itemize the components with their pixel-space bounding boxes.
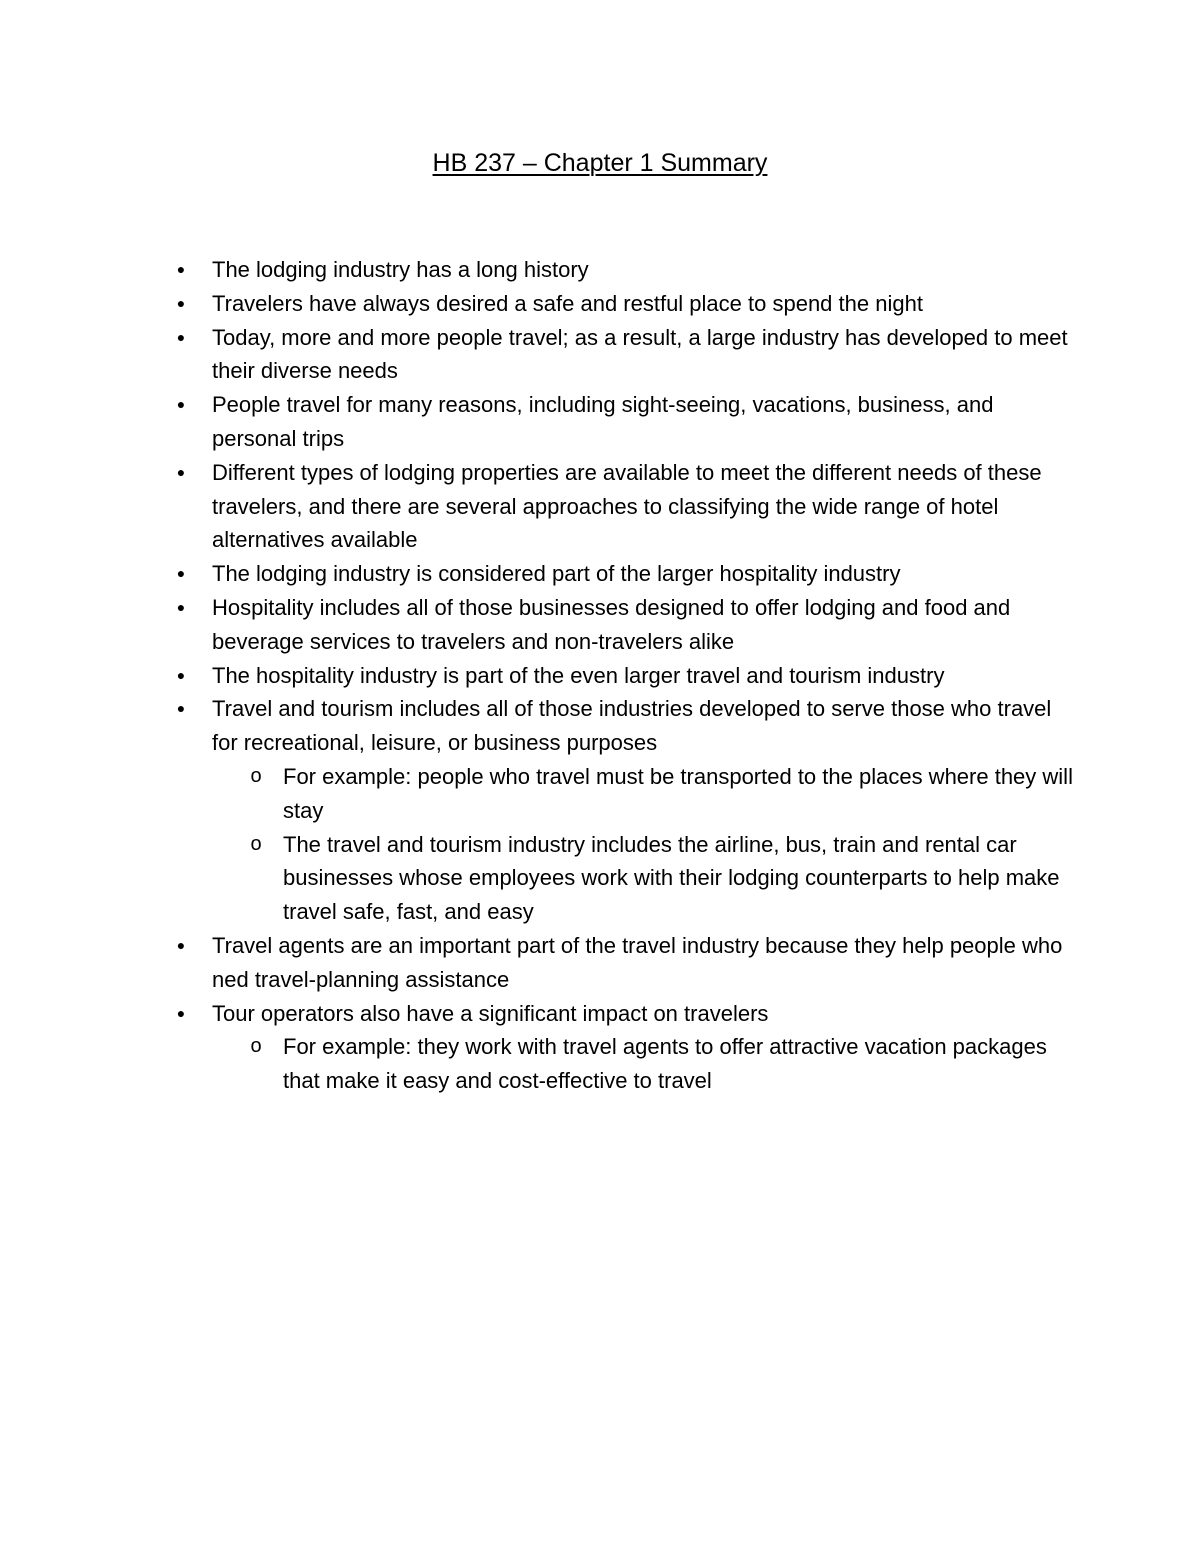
list-item: [0, 253, 1082, 287]
sub-list-item: [0, 760, 1073, 828]
list-item-text: The lodging industry is considered part of the larger hospitality industry: [212, 561, 901, 587]
bullet-icon: ●: [176, 565, 186, 582]
list-item-text: Travel and tourism includes all of those industries developed to serve those who travel for recreational, leisure, or business purposes: [212, 696, 1052, 756]
document-title: HB 237 – Chapter 1 Summary: [432, 149, 768, 177]
bullet-icon: ●: [176, 396, 186, 413]
list-item: [0, 997, 1082, 1031]
bullet-icon: ●: [176, 261, 186, 277]
list-item-text: Tour operators also have a significant impact on travelers: [212, 1000, 769, 1026]
list-item: [0, 456, 1082, 557]
list-item-text: People travel for many reasons, including sight-seeing, vacations, business, and personal trips: [212, 392, 994, 451]
list-item: [0, 692, 1082, 760]
list-item-text: Hospitality includes all of those businesses designed to offer lodging and food and beverage services to travelers and non-travelers alike: [212, 594, 1011, 654]
sub-bullet-icon: o: [250, 832, 262, 855]
list-item: [0, 321, 1082, 389]
list-item: [0, 591, 1082, 659]
list-item-text: Travelers have always desired a safe and restful place to spend the night: [212, 290, 923, 316]
list-item: [0, 557, 1082, 591]
list-item: [0, 929, 1082, 997]
list-item-text: Today, more and more people travel; as a result, a large industry has developed to meet their diverse needs: [212, 324, 1068, 384]
bullet-icon: ●: [176, 598, 186, 615]
sub-list-item: [0, 828, 1073, 929]
bullet-icon: ●: [176, 328, 186, 345]
list-item: [0, 388, 1082, 456]
list-item-text: The hospitality industry is part of the even larger travel and tourism industry: [212, 662, 945, 688]
list-item-text: Travel agents are an important part of the travel industry because they help people who ned travel-planning assistance: [212, 932, 1063, 992]
bullet-icon: ●: [176, 666, 186, 683]
list-item-text: The lodging industry has a long history: [212, 257, 589, 282]
bullet-icon: ●: [176, 1004, 186, 1021]
sub-list-item-text: The travel and tourism industry includes the airline, bus, train and rental car businesses whose employees work with their lodging counterparts to help make travel safe, fast, and easy: [283, 831, 1060, 925]
list-item: [0, 287, 1082, 321]
bullet-icon: ●: [176, 294, 186, 311]
bullet-icon: ●: [176, 463, 186, 480]
summary-list: [0, 253, 1200, 1098]
list-item-text: Different types of lodging properties are available to meet the different needs of these travelers, and there are several approaches to classifying the wide range of hotel alternatives available: [212, 459, 1042, 553]
sub-bullet-icon: o: [250, 764, 262, 787]
sub-list-item-text: For example: they work with travel agents to offer attractive vacation packages that make it easy and cost-effective to travel: [283, 1034, 1047, 1094]
bullet-icon: ●: [176, 936, 186, 953]
sub-bullet-icon: o: [250, 1035, 262, 1058]
sub-list-item: [0, 1030, 1073, 1098]
list-item: [0, 659, 1082, 693]
sub-list-item-text: For example: people who travel must be transported to the places where they will stay: [283, 763, 1073, 823]
bullet-icon: ●: [176, 700, 186, 717]
